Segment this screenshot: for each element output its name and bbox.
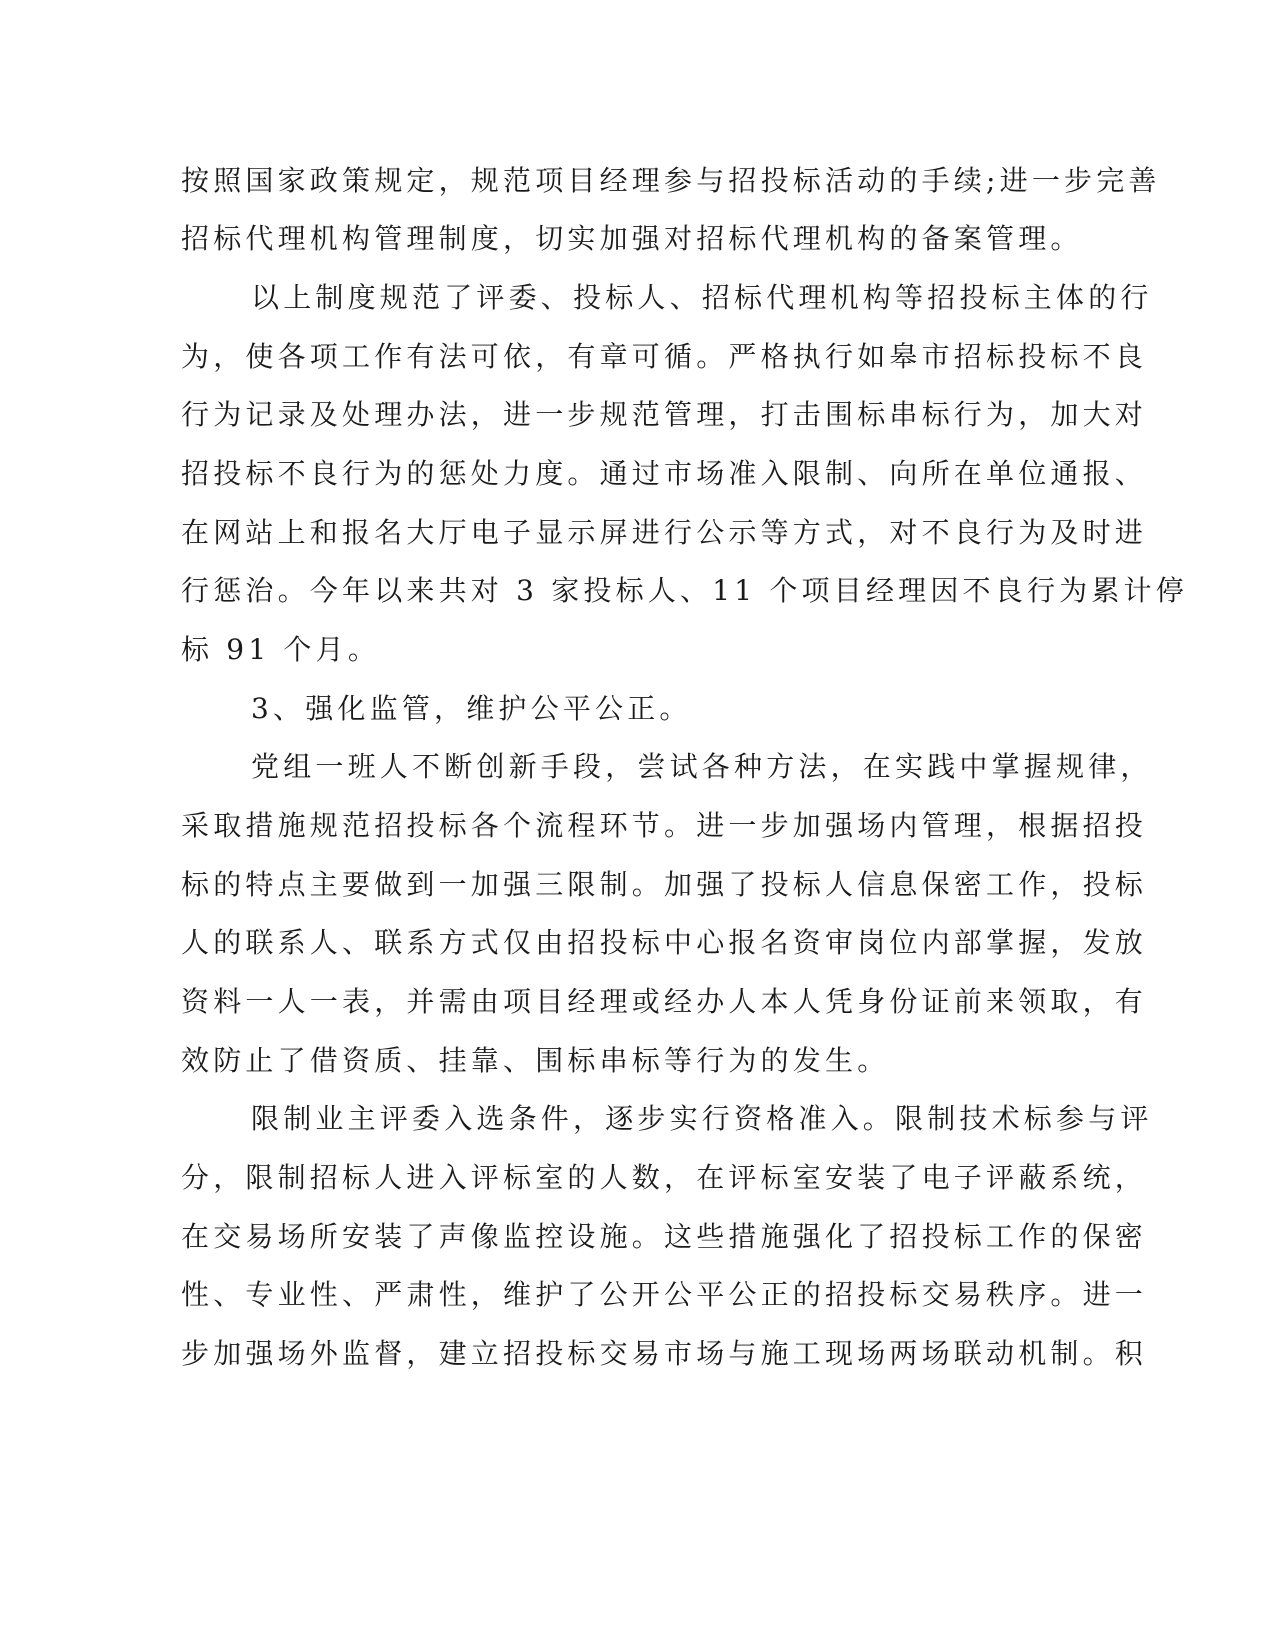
text-line: 资料一人一表，并需由项目经理或经办人本人凭身份证前来领取，有	[181, 985, 1148, 1018]
text-line: 按照国家政策规定，规范项目经理参与招投标活动的手续;进一步完善	[181, 164, 1161, 197]
text-line: 在交易场所安装了声像监控设施。这些措施强化了招投标工作的保密	[181, 1220, 1148, 1253]
text-line: 人的联系人、联系方式仅由招投标中心报名资审岗位内部掌握，发放	[181, 926, 1148, 959]
text-line: 性、专业性、严肃性，维护了公开公平公正的招投标交易秩序。进一	[181, 1278, 1148, 1311]
text-line: 党组一班人不断创新手段，尝试各种方法，在实践中掌握规律，	[251, 750, 1153, 783]
text-line: 招投标不良行为的惩处力度。通过市场准入限制、向所在单位通报、	[181, 457, 1148, 490]
text-line: 以上制度规范了评委、投标人、招标代理机构等招投标主体的行	[251, 281, 1153, 314]
text-line: 在网站上和报名大厅电子显示屏进行公示等方式，对不良行为及时进	[181, 516, 1148, 549]
text-line: 标 91 个月。	[181, 633, 381, 666]
text-line: 限制业主评委入选条件，逐步实行资格准入。限制技术标参与评	[251, 1102, 1153, 1135]
text-line: 为，使各项工作有法可依，有章可循。严格执行如皋市招标投标不良	[181, 340, 1148, 373]
text-line: 行惩治。今年以来共对 3 家投标人、11 个项目经理因不良行为累计停	[181, 574, 1188, 607]
text-line: 步加强场外监督，建立招投标交易市场与施工现场两场联动机制。积	[181, 1337, 1148, 1370]
text-line: 效防止了借资质、挂靠、围标串标等行为的发生。	[181, 1044, 890, 1077]
text-line: 招标代理机构管理制度，切实加强对招标代理机构的备案管理。	[181, 222, 1083, 255]
text-line: 分，限制招标人进入评标室的人数，在评标室安装了电子评蔽系统，	[181, 1161, 1148, 1194]
text-line: 行为记录及处理办法，进一步规范管理，打击围标串标行为，加大对	[181, 398, 1148, 431]
text-line: 采取措施规范招投标各个流程环节。进一步加强场内管理，根据招投	[181, 809, 1148, 842]
section-heading: 3、强化监管，维护公平公正。	[251, 692, 692, 725]
text-line: 标的特点主要做到一加强三限制。加强了投标人信息保密工作，投标	[181, 868, 1148, 901]
